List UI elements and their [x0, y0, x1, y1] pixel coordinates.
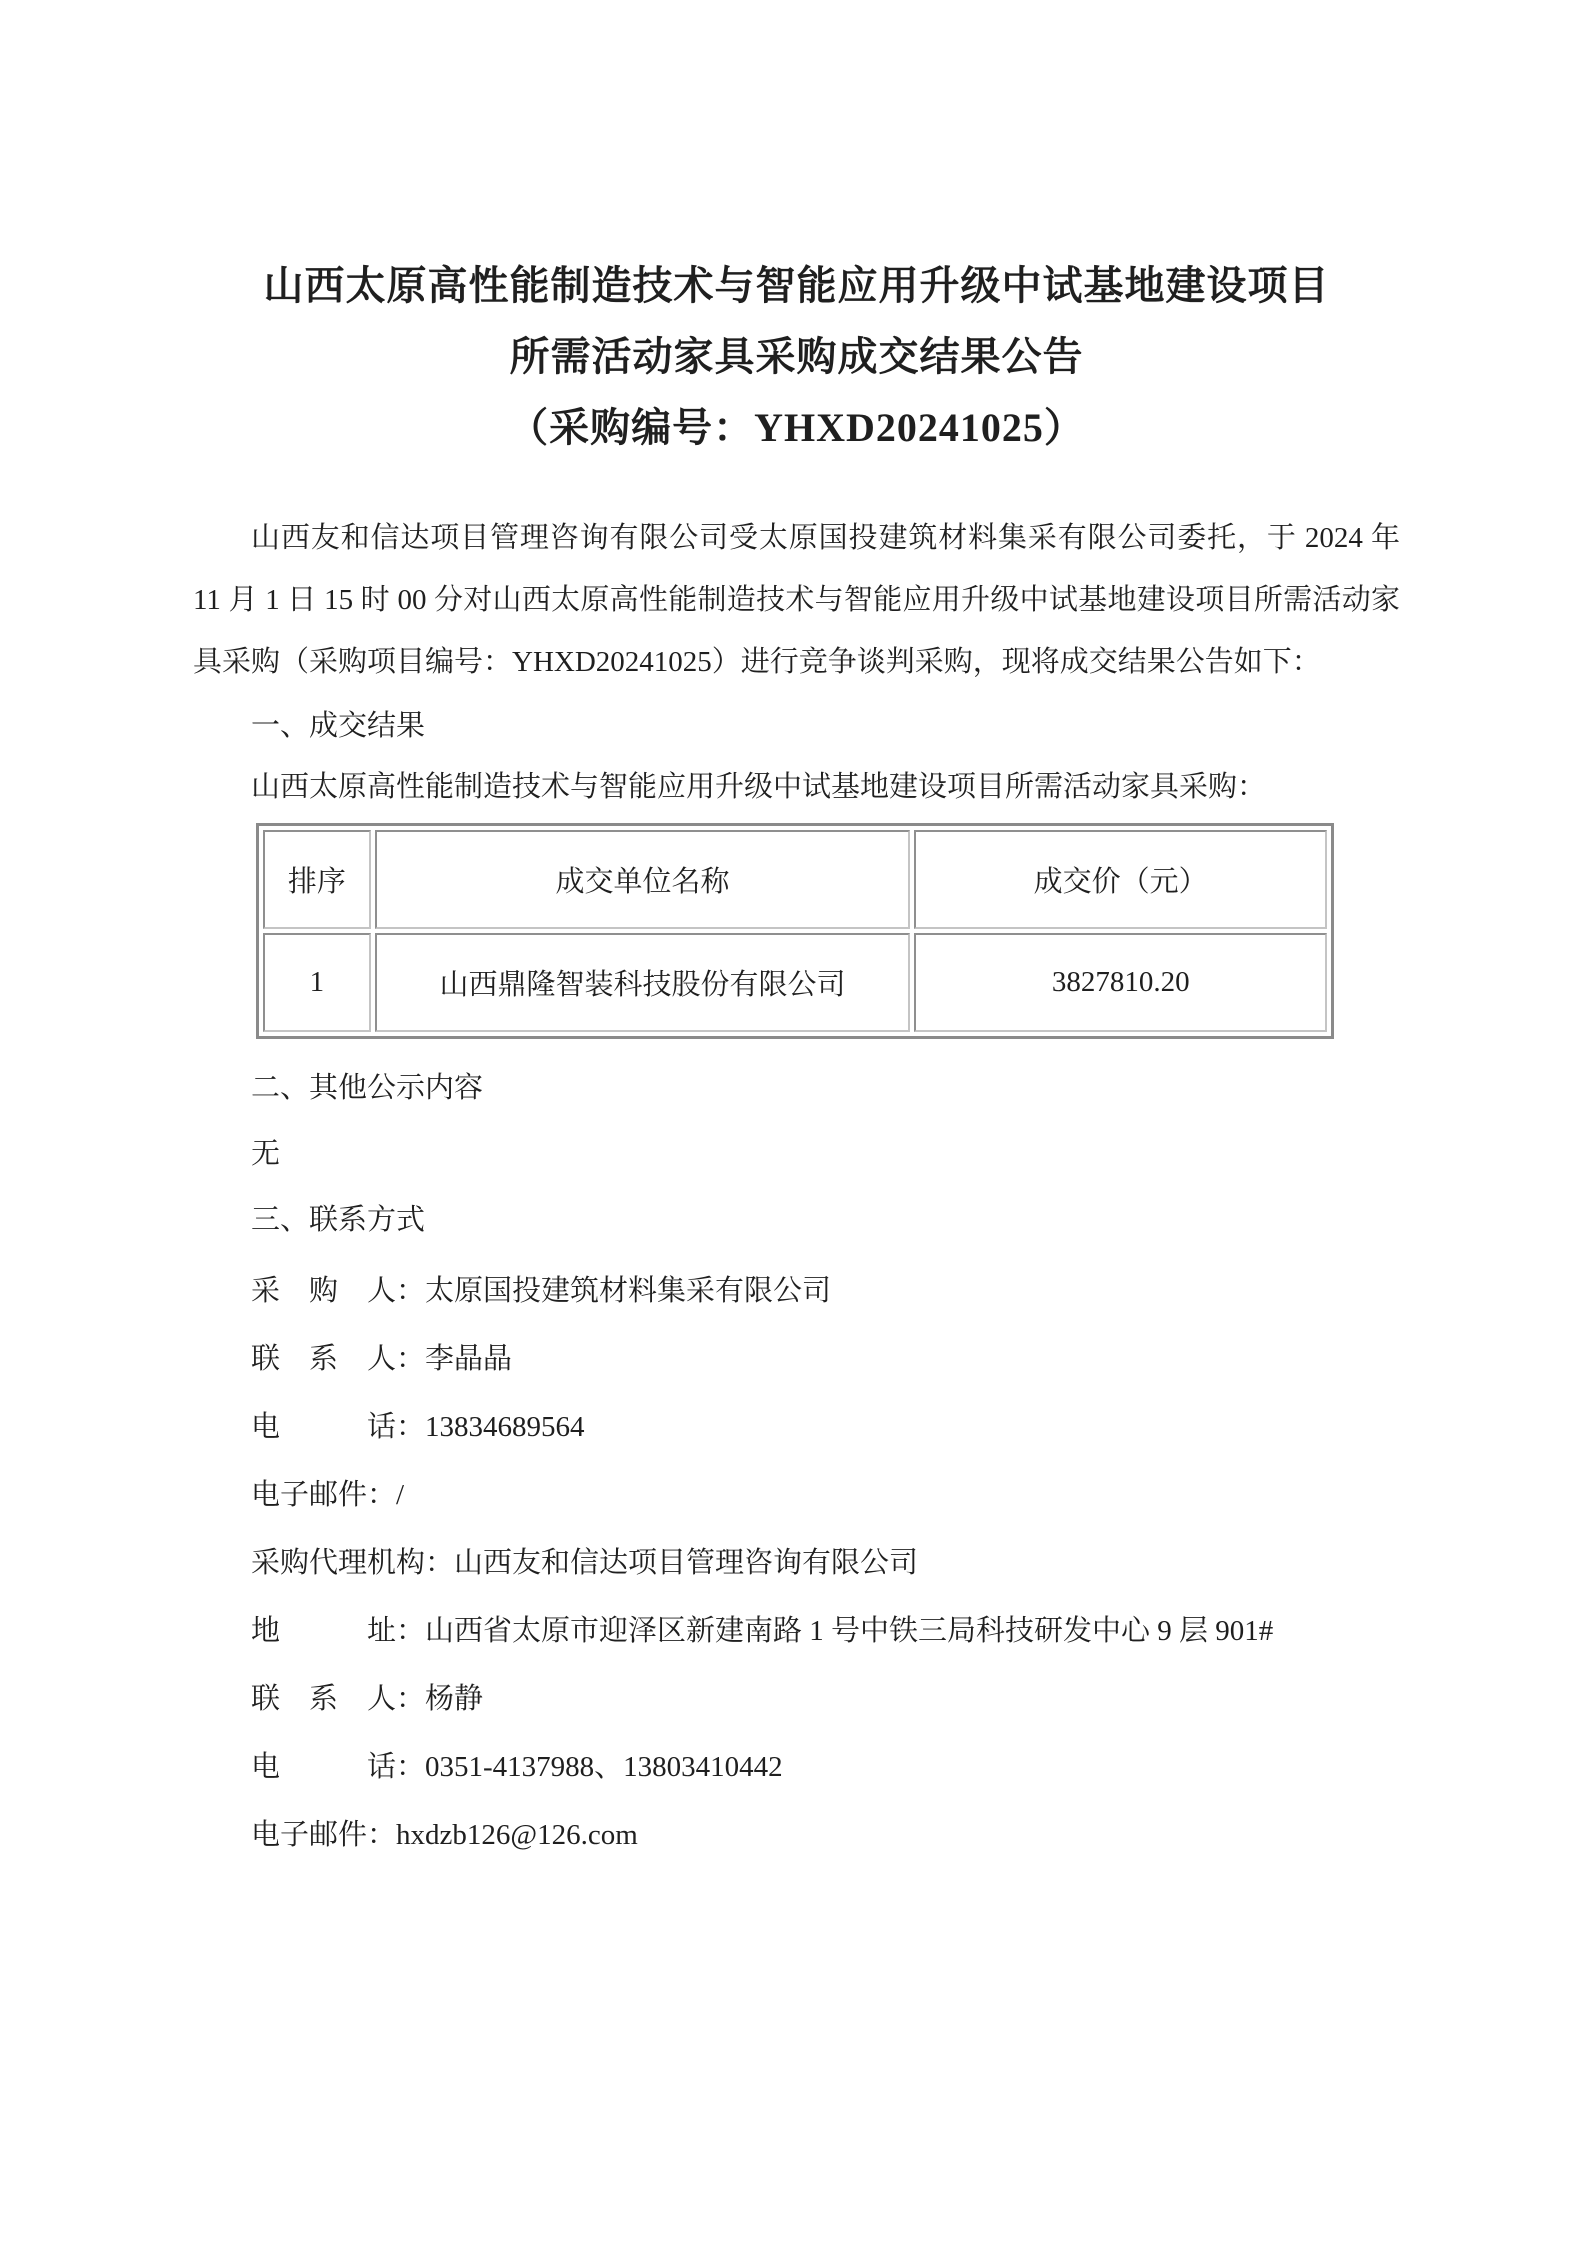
- cell-rank: 1: [263, 933, 371, 1032]
- cell-winner-name: 山西鼎隆智装科技股份有限公司: [375, 933, 911, 1032]
- contact-line-buyer-contact: 联 系 人：李晶晶: [251, 1343, 513, 1375]
- contact-line-agency-phone: 电 话：0351-4137988、13803410442: [251, 1751, 783, 1783]
- contact-line-agency-email: 电子邮件：hxdzb126@126.com: [251, 1819, 638, 1851]
- section3-heading: 三、联系方式: [251, 1204, 426, 1236]
- header-winner-name: 成交单位名称: [375, 830, 911, 929]
- section1-heading: 一、成交结果: [251, 710, 426, 742]
- result-table: [256, 823, 1334, 1039]
- result-table-row: [263, 933, 1327, 1032]
- title-line-1: 山西太原高性能制造技术与智能应用升级中试基地建设项目: [263, 263, 1330, 308]
- document-content: [193, 0, 1400, 1869]
- header-rank: 排序: [263, 830, 371, 929]
- section1-lead: 山西太原高性能制造技术与智能应用升级中试基地建设项目所需活动家具采购：: [251, 771, 1267, 803]
- contact-block: [193, 1257, 1400, 1869]
- contact-line-agency: 采购代理机构：山西友和信达项目管理咨询有限公司: [251, 1547, 919, 1579]
- contact-line-agency-contact: 联 系 人：杨静: [251, 1683, 484, 1715]
- contact-line-buyer: 采 购 人：太原国投建筑材料集采有限公司: [251, 1275, 832, 1307]
- intro-paragraph: 山西友和信达项目管理咨询有限公司受太原国投建筑材料集采有限公司委托，于 2024 年 11 月 1 日 15 时 00 分对山西太原高性能制造技术与智能应用升级中试基地建设项目所需活动家具采购（采购项目编号：YHXD20241025）进行竞争谈判采购，现将成交结果公告如下：: [193, 522, 1400, 678]
- title-line-3-procurement-number: （采购编号：YHXD20241025）: [508, 405, 1085, 450]
- contact-line-buyer-email: 电子邮件：/: [251, 1479, 405, 1511]
- title-line-2: 所需活动家具采购成交结果公告: [509, 334, 1084, 379]
- cell-price: 3827810.20: [914, 933, 1327, 1032]
- contact-line-buyer-phone: 电 话：13834689564: [251, 1411, 585, 1443]
- section2-content: 无: [251, 1138, 281, 1170]
- section2-heading: 二、其他公示内容: [251, 1072, 484, 1104]
- section2: [193, 1055, 1400, 1187]
- header-price: 成交价（元）: [914, 830, 1327, 929]
- result-table-header-row: [263, 830, 1327, 929]
- document-title: [193, 250, 1400, 463]
- contact-line-agency-address: 地 址：山西省太原市迎泽区新建南路 1 号中铁三局科技研发中心 9 层 901#: [251, 1615, 1274, 1647]
